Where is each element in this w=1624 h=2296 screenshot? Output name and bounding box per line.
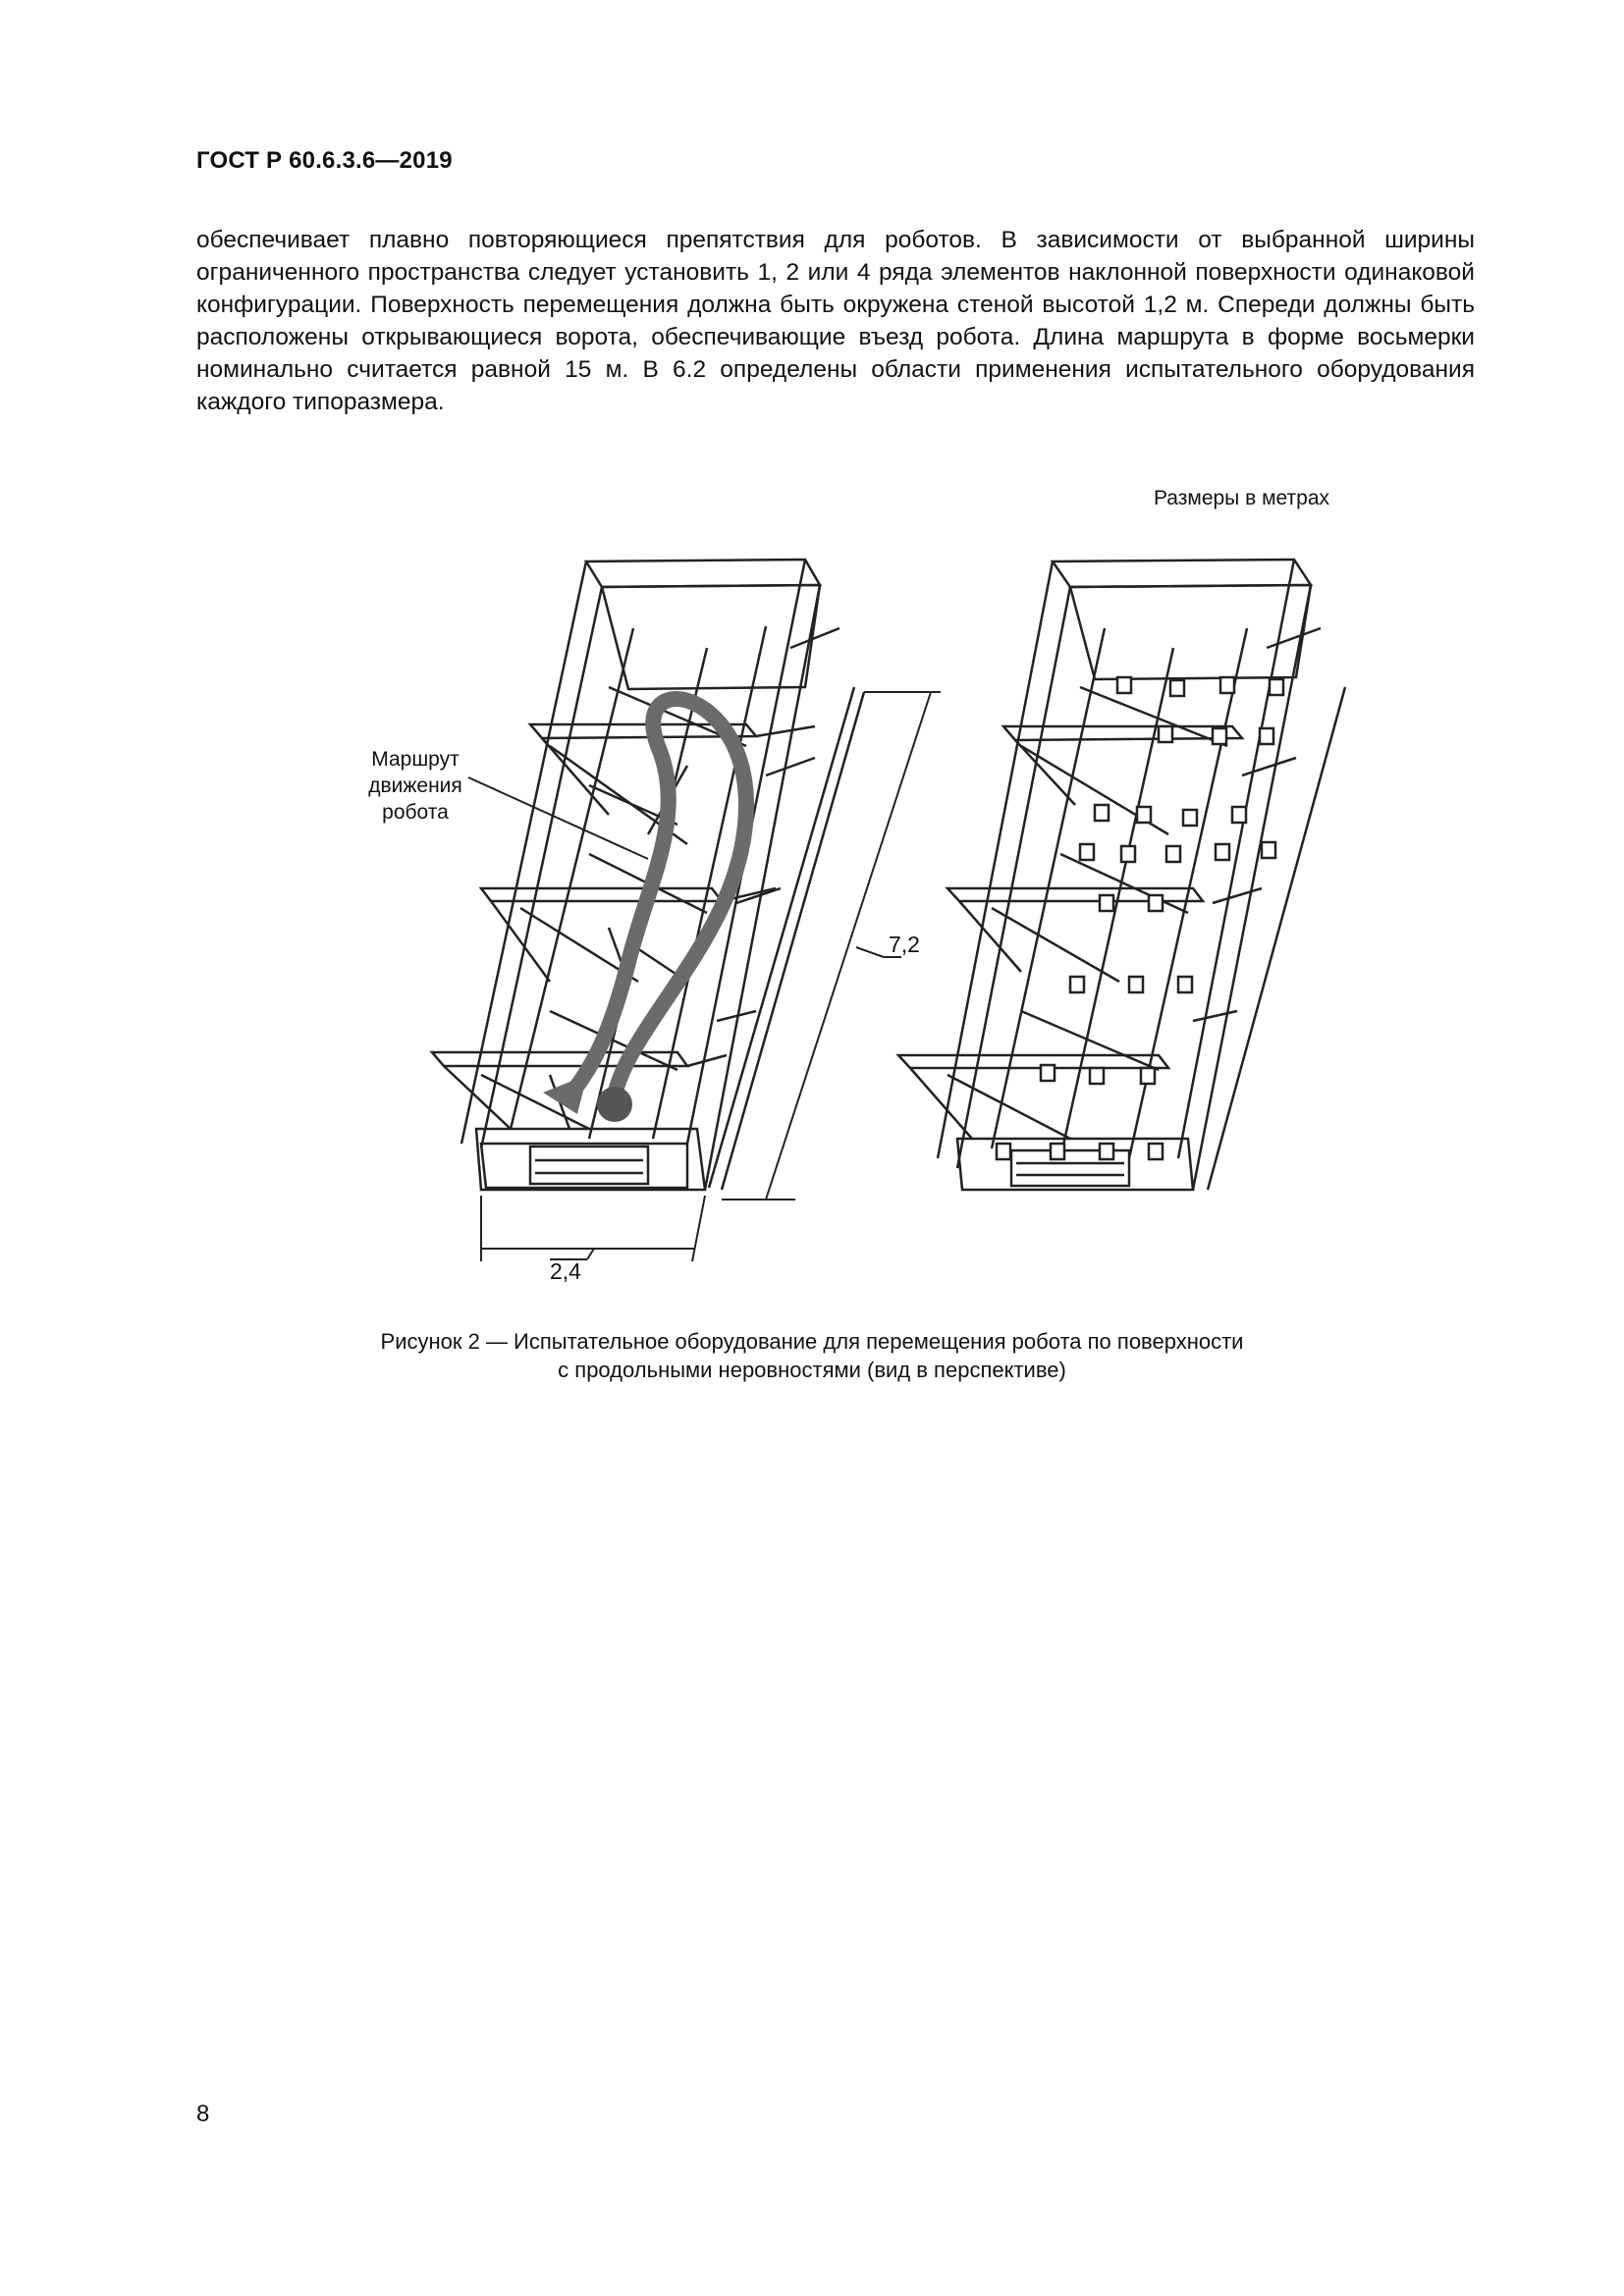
dimension-width-label: 2,4 bbox=[550, 1258, 581, 1284]
document-header-title: ГОСТ Р 60.6.3.6—2019 bbox=[196, 147, 453, 174]
body-paragraph: обеспечивает плавно повторяющиеся препятствия для роботов. В зависимости от выбранной ширины ограниченного пространства следует установить 1, 2 или 4 ряда элементов наклонной поверхности одинаковой конфигурации. Поверхность перемещения должна быть окружена стеной высотой 1,2 м. Спереди должны быть расположены открывающиеся ворота, обеспечивающие въезд робота. Длина маршрута в форме восьмерки номинально считается равной 15 м. В 6.2 определены области применения испытательного оборудования каждого типоразмера. bbox=[196, 227, 1475, 415]
units-note: Размеры в метрах bbox=[1154, 487, 1329, 509]
route-label bbox=[368, 748, 462, 824]
page-number: 8 bbox=[196, 2101, 210, 2127]
robot-start-marker bbox=[597, 1087, 632, 1122]
route-label-line-3: робота bbox=[382, 801, 449, 824]
figure-caption bbox=[295, 1327, 1329, 1384]
width-dimension bbox=[481, 1196, 705, 1261]
caption-line-2: с продольными неровностями (вид в перспективе) bbox=[558, 1358, 1066, 1382]
right-test-apparatus bbox=[898, 560, 1345, 1190]
route-label-line-2: движения bbox=[368, 774, 462, 797]
dimension-length-label: 7,2 bbox=[889, 932, 920, 957]
route-label-line-1: Маршрут bbox=[371, 748, 460, 771]
caption-line-1: Рисунок 2 — Испытательное оборудование для перемещения робота по поверхности bbox=[380, 1329, 1244, 1354]
